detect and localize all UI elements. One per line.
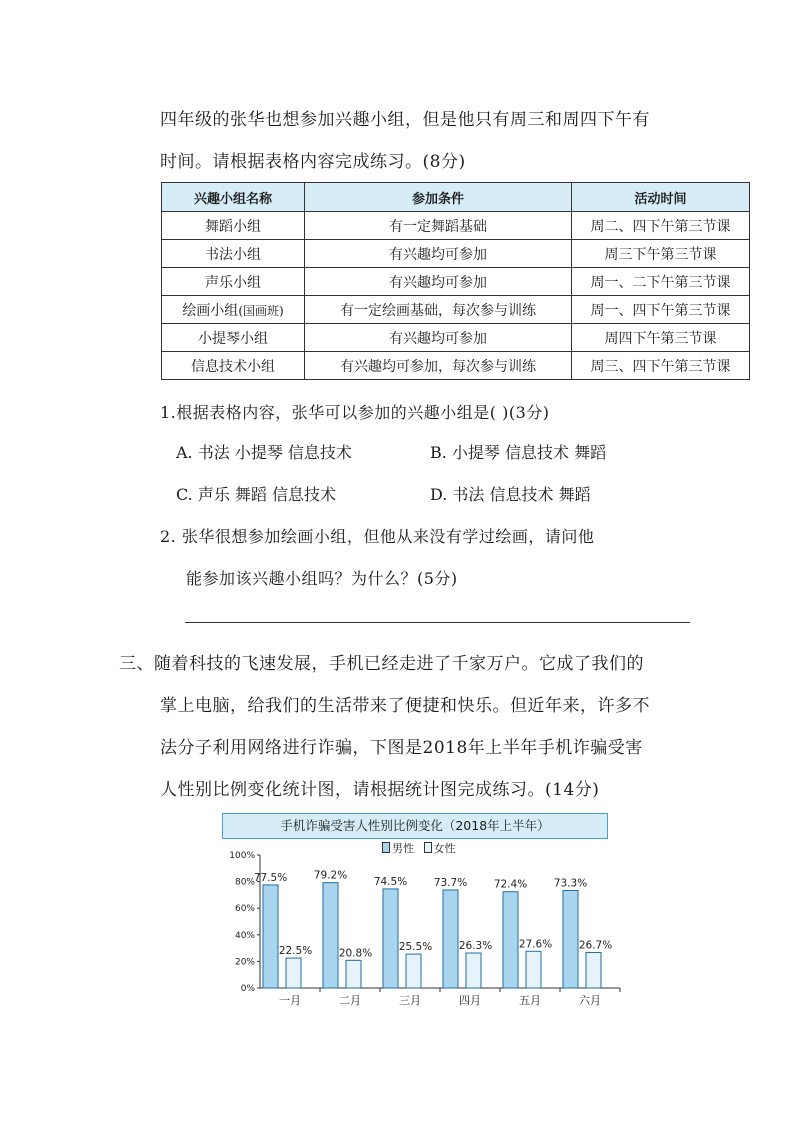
- question-1-option-d: D. 书法 信息技术 舞蹈: [430, 485, 591, 504]
- answer-line[interactable]: [185, 622, 690, 623]
- group-condition: 有兴趣均可参加: [305, 268, 572, 296]
- x-tick-label: 三月: [399, 994, 421, 1007]
- bar-male: [563, 891, 578, 988]
- x-tick-label: 二月: [339, 994, 361, 1007]
- table-row: [162, 296, 750, 324]
- data-label: 26.7%: [578, 939, 613, 952]
- y-tick-label: 40%: [234, 930, 255, 941]
- group-name-suffix: (国画班): [238, 303, 284, 318]
- data-label: 73.3%: [553, 877, 588, 890]
- data-label: 22.5%: [278, 945, 313, 958]
- group-time: 周三、四下午第三节课: [572, 352, 750, 380]
- interest-group-table: [161, 182, 750, 380]
- header-time: 活动时间: [572, 183, 750, 212]
- table-row: [162, 240, 750, 268]
- bar-male: [323, 883, 338, 988]
- table-row: [162, 352, 750, 380]
- group-time: 周二、四下午第三节课: [572, 212, 750, 240]
- group-name: 舞蹈小组: [162, 212, 305, 240]
- y-tick-label: 60%: [234, 904, 255, 915]
- data-label: 27.6%: [518, 938, 553, 951]
- data-label: 79.2%: [313, 869, 348, 882]
- chart-title: 手机诈骗受害人性别比例变化（2018年上半年）: [222, 813, 608, 839]
- question-1-option-a: A. 书法 小提琴 信息技术: [176, 443, 352, 462]
- group-time: 周一、四下午第三节课: [572, 296, 750, 324]
- table-row: [162, 324, 750, 352]
- intro-line-2: 时间。请根据表格内容完成练习。(8分): [160, 152, 466, 172]
- header-group-name: 兴趣小组名称: [162, 183, 305, 212]
- table-row: [162, 268, 750, 296]
- fraud-victim-gender-chart: [210, 845, 630, 1015]
- y-tick-label: 100%: [229, 851, 255, 861]
- data-label: 25.5%: [398, 941, 433, 954]
- group-name: 信息技术小组: [162, 352, 305, 380]
- y-tick-label: 20%: [234, 957, 255, 968]
- question-1-stem: 1.根据表格内容，张华可以参加的兴趣小组是( )(3分): [160, 403, 550, 422]
- question-1-option-b: B. 小提琴 信息技术 舞蹈: [430, 443, 607, 462]
- data-label: 72.4%: [493, 878, 528, 891]
- group-condition: 有一定舞蹈基础: [305, 212, 572, 240]
- data-label: 77.5%: [253, 871, 288, 884]
- table-row: [162, 212, 750, 240]
- bar-female: [406, 954, 421, 988]
- bar-female: [286, 958, 301, 988]
- group-time: 周三下午第三节课: [572, 240, 750, 268]
- group-condition: 有一定绘画基础，每次参与训练: [305, 296, 572, 324]
- section-3-line-2: 掌上电脑，给我们的生活带来了便捷和快乐。但近年来，许多不: [160, 696, 650, 716]
- section-3-line-3: 法分子利用网络进行诈骗，下图是2018年上半年手机诈骗受害: [160, 738, 643, 758]
- bar-female: [586, 952, 601, 988]
- data-label: 73.7%: [433, 876, 468, 889]
- bar-female: [346, 960, 361, 988]
- question-2-line-1: 2. 张华很想参加绘画小组，但他从来没有学过绘画，请问他: [160, 527, 595, 546]
- group-name-cell: [162, 296, 305, 324]
- group-time: 周四下午第三节课: [572, 324, 750, 352]
- bar-female: [466, 953, 481, 988]
- legend-label-female: 女性: [433, 842, 456, 855]
- header-condition: 参加条件: [305, 183, 572, 212]
- question-2-line-2: 能参加该兴趣小组吗？为什么？(5分): [186, 569, 458, 588]
- bar-male: [383, 889, 398, 988]
- group-condition: 有兴趣均可参加，每次参与训练: [305, 352, 572, 380]
- bar-male: [263, 885, 278, 988]
- y-tick-label: 0%: [240, 984, 255, 994]
- x-tick-label: 四月: [459, 994, 481, 1007]
- intro-line-1: 四年级的张华也想参加兴趣小组，但是他只有周三和周四下午有: [160, 110, 650, 130]
- section-3-line-1: 三、随着科技的飞速发展，手机已经走进了千家万户。它成了我们的: [119, 654, 644, 674]
- data-label: 26.3%: [458, 940, 493, 953]
- bar-male: [503, 892, 518, 988]
- x-tick-label: 五月: [519, 994, 541, 1007]
- group-name: 绘画小组: [182, 302, 239, 319]
- bar-female: [526, 951, 541, 988]
- question-1-option-c: C. 声乐 舞蹈 信息技术: [176, 485, 337, 504]
- x-tick-label: 一月: [279, 994, 301, 1007]
- group-name: 小提琴小组: [162, 324, 305, 352]
- group-condition: 有兴趣均可参加: [305, 240, 572, 268]
- group-name: 书法小组: [162, 240, 305, 268]
- group-time: 周一、二下午第三节课: [572, 268, 750, 296]
- data-label: 20.8%: [338, 947, 373, 960]
- x-tick-label: 六月: [579, 994, 601, 1007]
- table-header-row: [162, 183, 750, 212]
- bar-male: [443, 890, 458, 988]
- group-name: 声乐小组: [162, 268, 305, 296]
- legend-label-male: 男性: [392, 842, 414, 855]
- y-tick-label: 80%: [234, 877, 255, 888]
- group-condition: 有兴趣均可参加: [305, 324, 572, 352]
- data-label: 74.5%: [373, 875, 408, 888]
- section-3-line-4: 人性别比例变化统计图，请根据统计图完成练习。(14分): [160, 780, 600, 800]
